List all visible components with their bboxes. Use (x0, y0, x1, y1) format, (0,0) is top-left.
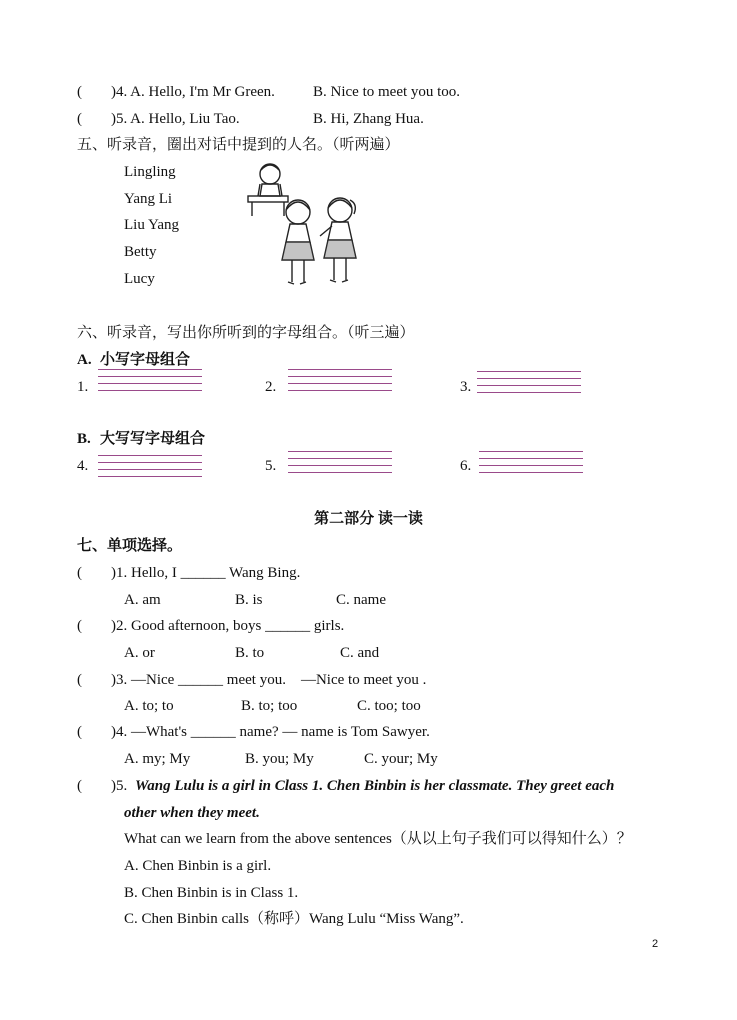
option-b: B. to; too (241, 698, 298, 714)
section-5-title: 五、听录音，圈出对话中提到的人名。（听两遍） (77, 137, 400, 153)
question-5-number: )5. (111, 778, 128, 794)
question-3: )3. —Nice ______ meet you. —Nice to meet you . (111, 672, 427, 688)
option-c: C. Chen Binbin calls（称呼）Wang Lulu “Miss Wang”. (124, 911, 464, 927)
option-b: B. is (235, 592, 263, 608)
name-option: Liu Yang (124, 217, 180, 233)
question-5-passage: Wang Lulu is a girl in Class 1. Chen Binbin is her classmate. They greet each (135, 778, 615, 794)
writing-lines[interactable] (98, 455, 202, 479)
name-option: Lucy (124, 271, 155, 287)
answer-paren: ( (77, 111, 82, 127)
answer-paren: ( (77, 84, 82, 100)
part-2-title: 第二部分 读一读 (314, 511, 423, 527)
write-number: 5. (265, 458, 277, 474)
children-greeting-illustration (244, 160, 364, 290)
writing-lines[interactable] (98, 369, 202, 393)
option-a: A. or (124, 645, 155, 661)
part-a-title: 小写字母组合 (100, 352, 191, 368)
answer-paren: ( (77, 618, 82, 634)
option-a: A. am (124, 592, 161, 608)
option-a: A. to; to (124, 698, 174, 714)
section-7-title: 七、单项选择。 (77, 538, 183, 554)
writing-lines[interactable] (288, 369, 392, 393)
page-number: 2 (652, 938, 659, 950)
question-4: )4. A. Hello, I'm Mr Green. (111, 84, 275, 100)
write-number: 6. (460, 458, 472, 474)
option-c: C. and (340, 645, 380, 661)
question-5-prompt: What can we learn from the above sentences（从以上句子我们可以得知什么）？ (124, 831, 632, 847)
option-a: A. my; My (124, 751, 191, 767)
question-2: )2. Good afternoon, boys ______ girls. (111, 618, 345, 634)
option-c: C. too; too (357, 698, 421, 714)
option-b: B. you; My (245, 751, 314, 767)
part-b-label: B. (77, 431, 91, 447)
part-b-title: 大写写字母组合 (100, 431, 206, 447)
write-number: 2. (265, 379, 277, 395)
section-6-title: 六、听录音，写出你所听到的字母组合。（听三遍） (77, 325, 415, 341)
question-5-passage: other when they meet. (124, 805, 260, 821)
answer-paren: ( (77, 565, 82, 581)
option-c: C. your; My (364, 751, 438, 767)
write-number: 1. (77, 379, 89, 395)
write-number: 4. (77, 458, 89, 474)
question-1: )1. Hello, I ______ Wang Bing. (111, 565, 301, 581)
option-c: C. name (336, 592, 386, 608)
answer-paren: ( (77, 778, 82, 794)
writing-lines[interactable] (477, 371, 581, 395)
name-option: Betty (124, 244, 157, 260)
option-b: B. to (235, 645, 265, 661)
writing-lines[interactable] (288, 451, 392, 475)
option-b: B. Hi, Zhang Hua. (313, 111, 424, 127)
writing-lines[interactable] (479, 451, 583, 475)
option-b: B. Chen Binbin is in Class 1. (124, 885, 299, 901)
part-a-label: A. (77, 352, 92, 368)
write-number: 3. (460, 379, 472, 395)
name-option: Yang Li (124, 191, 173, 207)
name-option: Lingling (124, 164, 176, 180)
option-b: B. Nice to meet you too. (313, 84, 461, 100)
option-a: A. Chen Binbin is a girl. (124, 858, 272, 874)
question-5: )5. A. Hello, Liu Tao. (111, 111, 240, 127)
answer-paren: ( (77, 724, 82, 740)
answer-paren: ( (77, 672, 82, 688)
question-4: )4. —What's ______ name? — name is Tom Sawyer. (111, 724, 430, 740)
